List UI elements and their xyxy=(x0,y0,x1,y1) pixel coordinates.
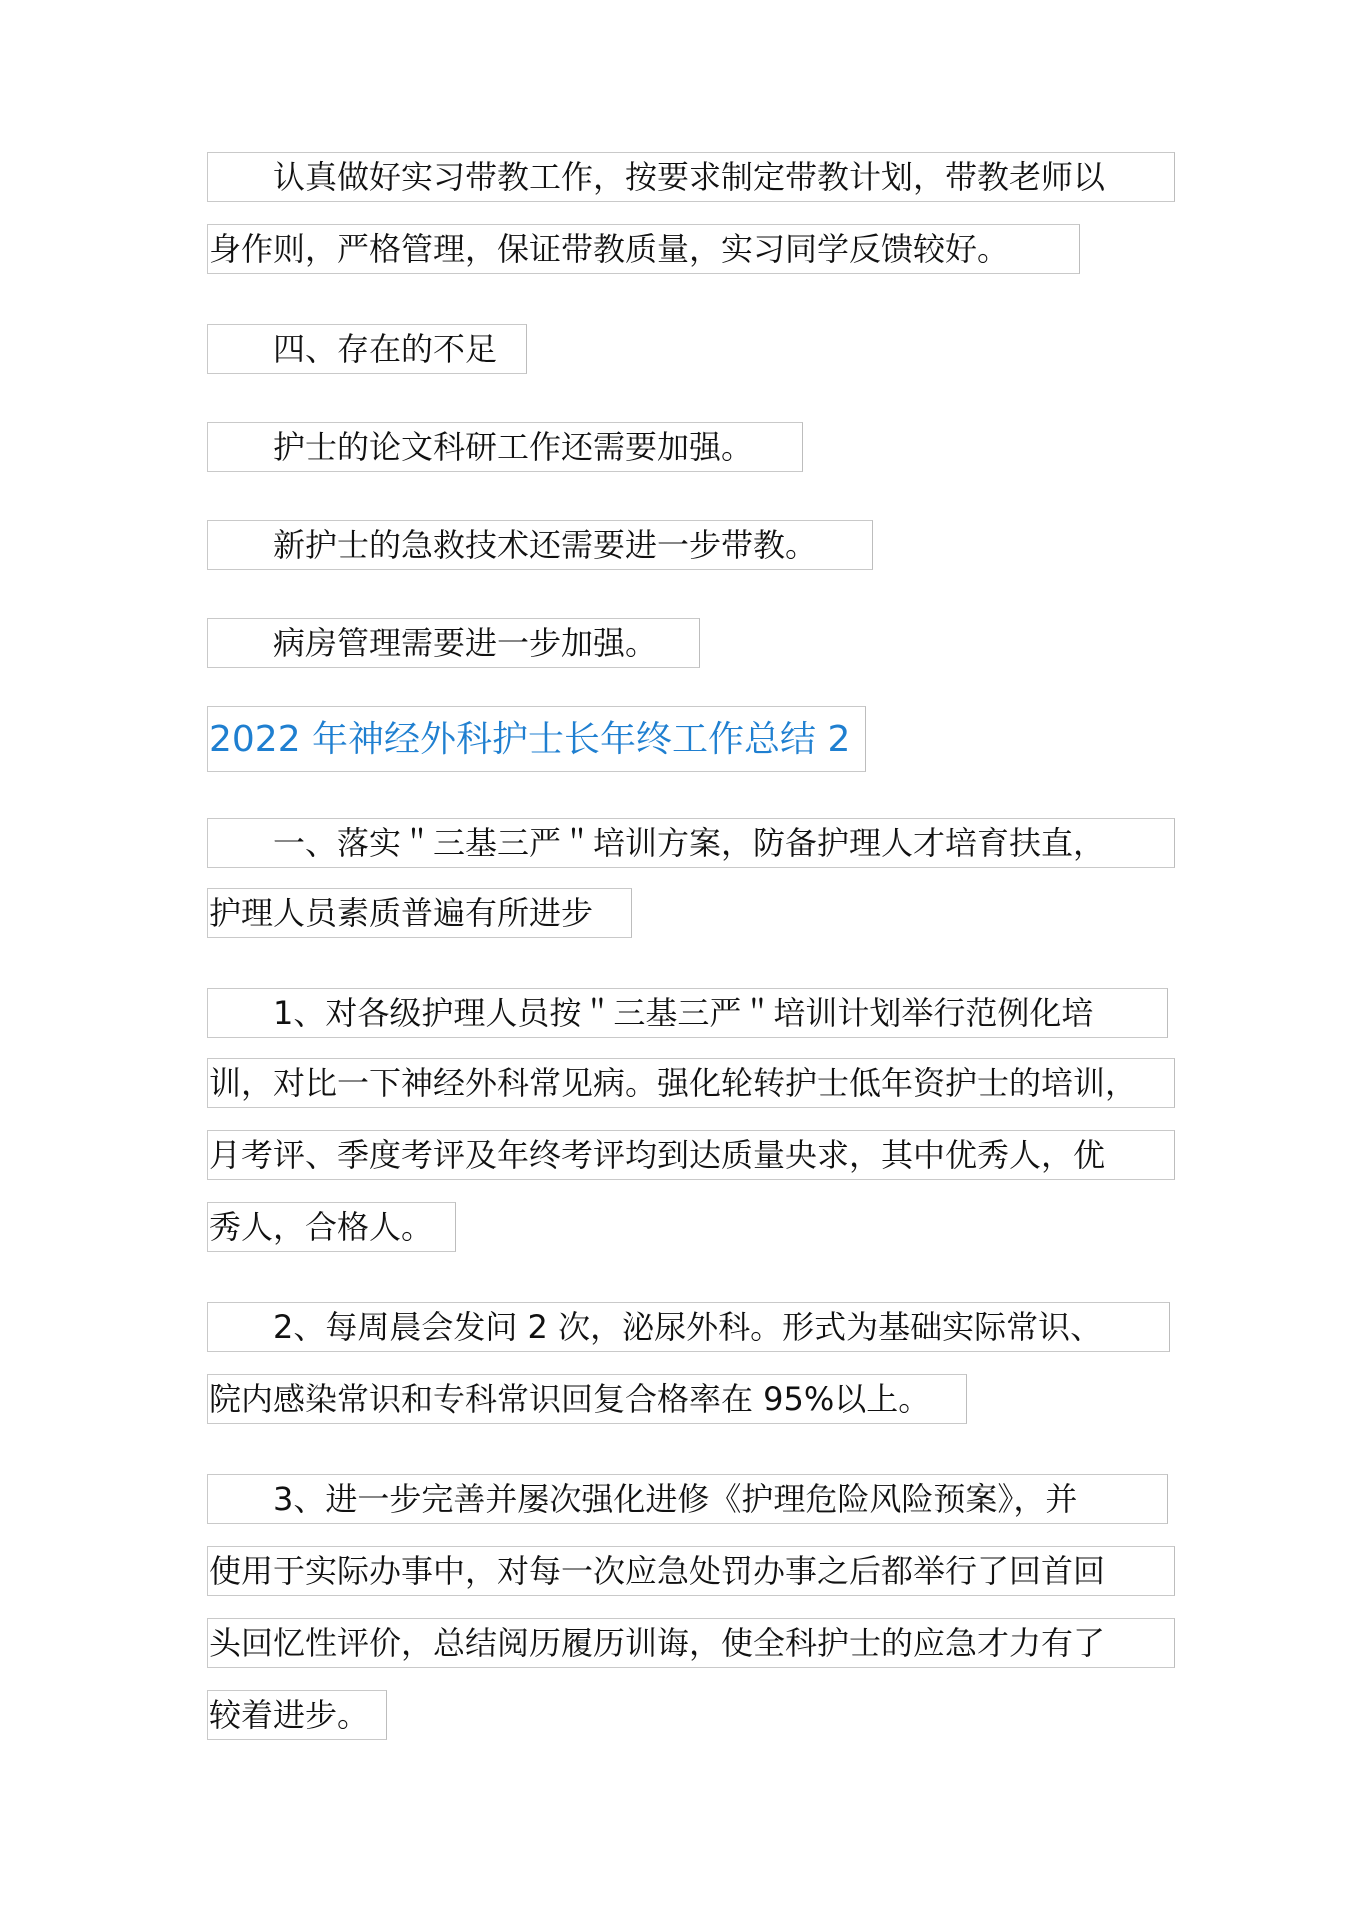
paragraph-line: 训，对比一下神经外科常见病。强化轮转护士低年资护士的培训， xyxy=(207,1058,1175,1108)
paragraph-line: 身作则，严格管理，保证带教质量，实习同学反馈较好。 xyxy=(207,224,1080,274)
document-title: 2022 年神经外科护士长年终工作总结 2 xyxy=(207,706,866,772)
paragraph-line: 较着进步。 xyxy=(207,1690,387,1740)
paragraph-line: 认真做好实习带教工作，按要求制定带教计划，带教老师以 xyxy=(207,152,1175,202)
paragraph-line: 1、对各级护理人员按＂三基三严＂培训计划举行范例化培 xyxy=(207,988,1168,1038)
paragraph-line: 一、落实＂三基三严＂培训方案，防备护理人才培育扶直， xyxy=(207,818,1175,868)
paragraph-line: 护理人员素质普遍有所进步 xyxy=(207,888,632,938)
paragraph-line: 护士的论文科研工作还需要加强。 xyxy=(207,422,803,472)
paragraph-line: 秀人，合格人。 xyxy=(207,1202,456,1252)
paragraph-line: 新护士的急救技术还需要进一步带教。 xyxy=(207,520,873,570)
paragraph-line: 病房管理需要进一步加强。 xyxy=(207,618,700,668)
paragraph-line: 头回忆性评价，总结阅历履历训诲，使全科护士的应急才力有了 xyxy=(207,1618,1175,1668)
paragraph-line: 使用于实际办事中，对每一次应急处罚办事之后都举行了回首回 xyxy=(207,1546,1175,1596)
section-heading: 四、存在的不足 xyxy=(207,324,527,374)
paragraph-line: 2、每周晨会发问 2 次，泌尿外科。形式为基础实际常识、 xyxy=(207,1302,1170,1352)
paragraph-line: 月考评、季度考评及年终考评均到达质量央求，其中优秀人，优 xyxy=(207,1130,1175,1180)
paragraph-line: 3、进一步完善并屡次强化进修《护理危险风险预案》，并 xyxy=(207,1474,1168,1524)
paragraph-line: 院内感染常识和专科常识回复合格率在 95%以上。 xyxy=(207,1374,967,1424)
